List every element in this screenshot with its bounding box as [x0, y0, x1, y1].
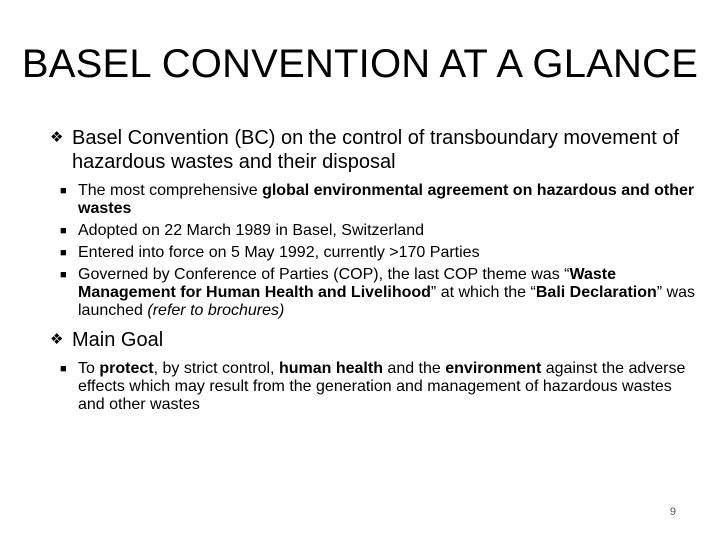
sub-bullet-bold: protect — [99, 360, 154, 377]
sub-bullet-text: Adopted on 22 March 1989 in Basel, Switzerland — [78, 222, 424, 239]
slide-body — [50, 126, 700, 422]
sub-bullet-italic: (refer to brochures) — [147, 302, 285, 319]
sub-bullet-adopted — [50, 222, 700, 240]
sub-bullet-list — [50, 182, 700, 320]
sub-bullet-protect — [50, 360, 700, 414]
sub-bullet-entered-into-force — [50, 244, 700, 262]
square-bullet-icon: ■ — [60, 247, 67, 259]
sub-bullet-text: To — [78, 360, 100, 377]
sub-bullet-bold: human health — [278, 360, 383, 377]
sub-bullet-bold: environment — [445, 360, 542, 377]
sub-bullet-comprehensive — [50, 182, 700, 218]
page-number: 9 — [669, 506, 676, 518]
square-bullet-icon: ■ — [60, 225, 67, 237]
sub-bullet-text: , by strict control, — [153, 360, 279, 377]
sub-bullet-list — [50, 360, 700, 414]
sub-bullet-bold: global environmental agreement on hazardous and other wastes — [78, 182, 695, 217]
sub-bullet-text: The most comprehensive — [78, 182, 263, 199]
sub-bullet-text: Entered into force on 5 May 1992, currently >170 Parties — [78, 244, 480, 261]
slide-title: BASEL CONVENTION AT A GLANCE — [21, 42, 699, 86]
sub-bullet-text: ” was launched — [78, 284, 696, 319]
bullet-text: Basel Convention (BC) on the control of transboundary movement of hazardous wastes and their disposal — [72, 127, 679, 173]
bullet-basel-convention — [50, 126, 700, 174]
diamond-bullet-icon: ❖ — [50, 331, 64, 348]
square-bullet-icon: ■ — [60, 269, 67, 281]
sub-bullet-text: ” at which the “ — [430, 284, 536, 301]
square-bullet-icon: ■ — [60, 363, 67, 375]
bullet-main-goal — [50, 328, 700, 352]
sub-bullet-text: against the adverse effects which may result from the generation and management of hazardous wastes and other wastes — [78, 360, 686, 413]
sub-bullet-governed-by-cop — [50, 266, 700, 320]
bullet-text: Main Goal — [72, 329, 164, 351]
sub-bullet-bold: Waste Management for Human Health and Livelihood — [78, 266, 616, 301]
sub-bullet-text: Governed by Conference of Parties (COP), the last COP theme was “ — [78, 266, 570, 283]
sub-bullet-text: and the — [382, 360, 446, 377]
square-bullet-icon: ■ — [60, 185, 67, 197]
diamond-bullet-icon: ❖ — [50, 129, 64, 146]
sub-bullet-bold: Bali Declaration — [535, 284, 657, 301]
